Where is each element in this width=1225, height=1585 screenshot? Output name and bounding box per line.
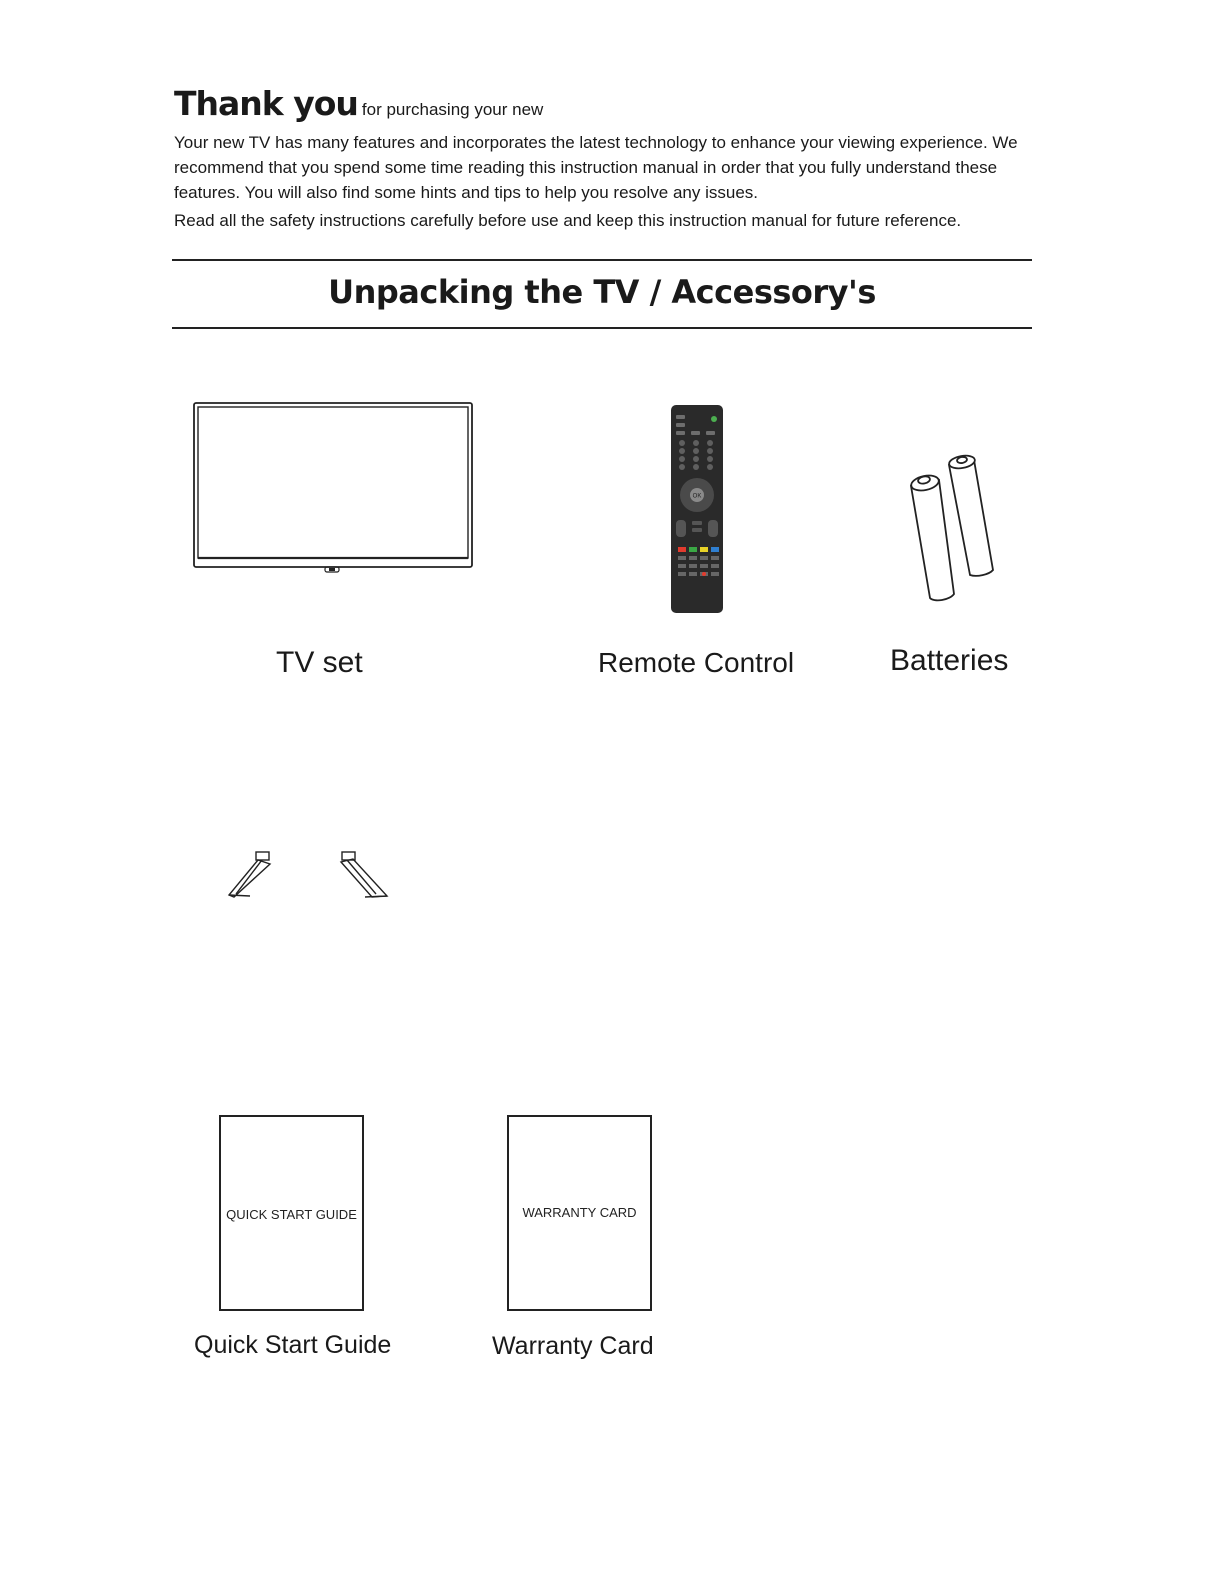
intro-paragraph: Your new TV has many features and incorporates the latest technology to enhance your viewing experience. We recommend that you spend some time reading this instruction manual in order that you fully understand these features. You will also find some hints and tips to help you resolve any issues. <box>174 133 1018 202</box>
section-rule-top <box>172 259 1032 261</box>
quick-start-guide-booklet <box>219 1115 364 1311</box>
remote-blue-key <box>711 547 719 552</box>
stands-illustration <box>224 850 394 902</box>
warranty-card-booklet <box>507 1115 652 1311</box>
tv-set-illustration <box>190 400 475 578</box>
section-rule-bottom <box>172 327 1032 329</box>
batteries-illustration <box>900 448 1000 610</box>
batteries-caption: Batteries <box>890 644 1009 677</box>
intro-heading <box>174 84 543 123</box>
remote-control-illustration <box>668 403 726 615</box>
quick-start-guide-booklet-label: QUICK START GUIDE <box>226 1207 357 1222</box>
thank-you-tagline: for purchasing your new <box>361 100 544 119</box>
safety-note: Read all the safety instructions carefully before use and keep this instruction manual for future reference. <box>174 211 962 230</box>
remote-red-key <box>678 547 686 552</box>
remote-yellow-key <box>700 547 708 552</box>
quick-start-guide-caption: Quick Start Guide <box>194 1331 392 1359</box>
tv-set-caption: TV set <box>276 646 363 679</box>
remote-control-caption: Remote Control <box>598 647 795 678</box>
remote-green-key <box>689 547 697 552</box>
warranty-card-caption: Warranty Card <box>492 1332 654 1360</box>
remote-ok-label: OK <box>692 493 702 500</box>
warranty-card-booklet-label: WARRANTY CARD <box>522 1205 637 1220</box>
section-title: Unpacking the TV / Accessory's <box>328 273 876 311</box>
thank-you-heading: Thank you <box>174 84 358 123</box>
